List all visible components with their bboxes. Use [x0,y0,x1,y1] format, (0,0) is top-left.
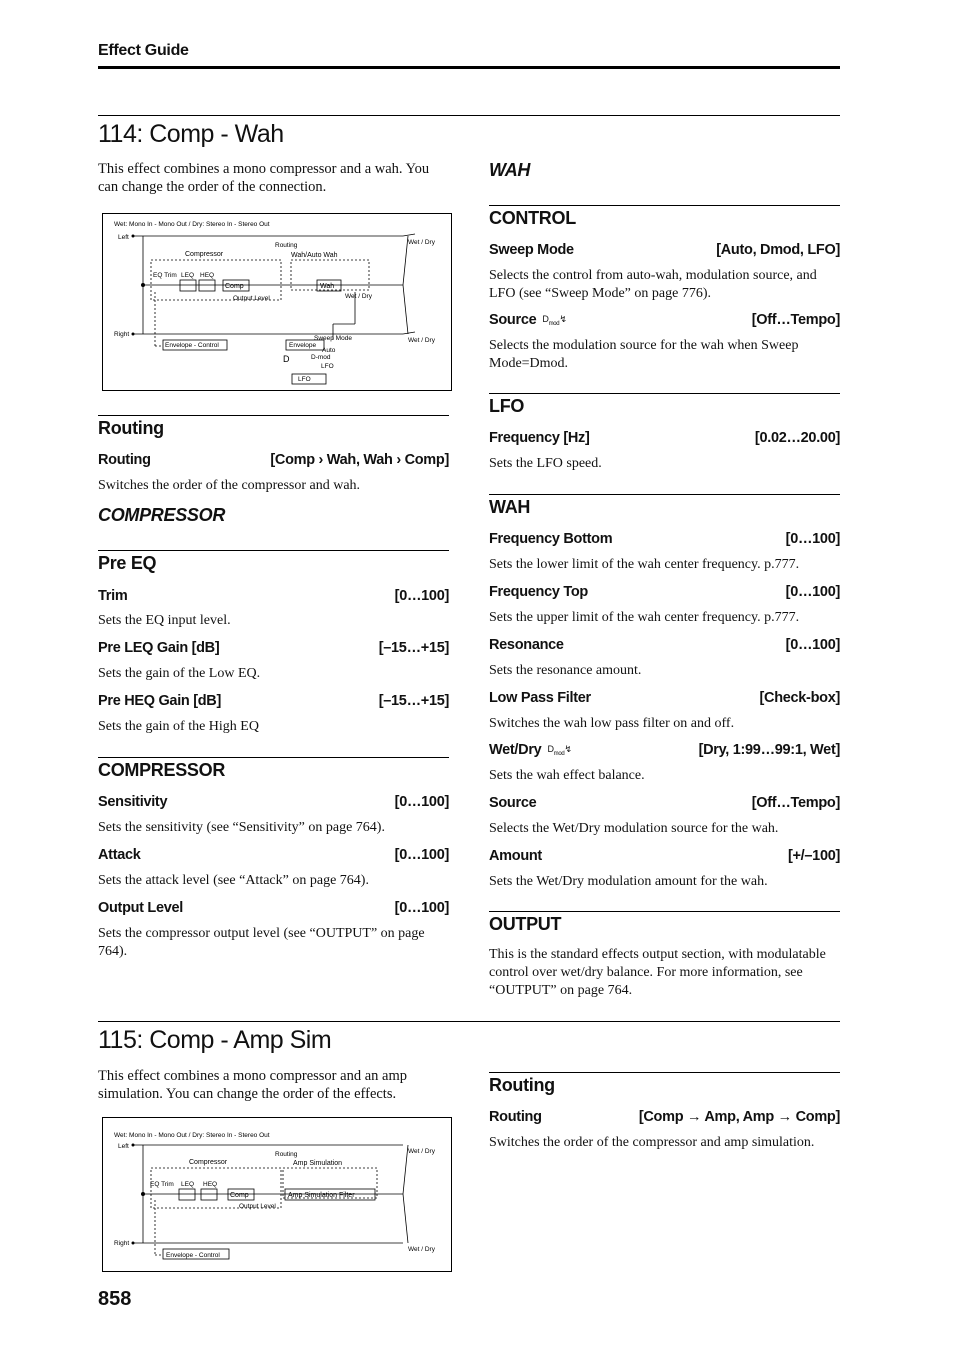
diagram-114-svg [103,214,451,390]
param-range: [–15…+15] [378,693,449,709]
effect-115-title: 115: Comp - Amp Sim [98,1026,332,1054]
compressor-heading: COMPRESSOR [98,760,226,780]
param-name: Wet/Dry [489,742,542,758]
rule-wah [489,494,840,495]
diagram-115-svg [103,1118,451,1271]
param-range: [0…100] [394,847,449,863]
effect-114-title: 114: Comp - Wah [98,120,284,148]
param-name: Attack [98,847,141,863]
param-range: [0…100] [394,794,449,810]
param-row [489,312,840,328]
rule-output [489,911,840,912]
effect-115-diagram [102,1117,452,1272]
output-heading: OUTPUT [489,914,562,934]
param-range: [Dry, 1:99…99:1, Wet] [698,742,840,758]
diagram-sweep-mode: Sweep Mode [314,335,352,342]
routing-115-heading: Routing [489,1075,555,1095]
running-header: Effect Guide [98,42,189,59]
param-row [489,430,840,446]
dmod-icon: $D_{mod}↯$ [542,313,567,327]
param-range: [0…100] [785,531,840,547]
diagram-left-label: Left [118,234,129,241]
control-heading: CONTROL [489,208,576,228]
effect-114-diagram [102,213,452,391]
diagram-top-label: Wet: Mono In - Mono Out / Dry: Stereo In - Stereo Out [114,1132,270,1139]
diagram-envelope: Envelope [289,342,317,349]
param-row [489,584,840,600]
diagram-right-label: Right [114,1240,130,1247]
param-row [489,242,840,258]
diagram-output-level-label: Output Level [233,295,270,302]
diagram-auto: Auto [322,347,336,354]
param-row [98,794,449,810]
diagram-comp-block: Comp [225,283,244,290]
rule-compressor [98,757,449,758]
section-rule [98,115,840,116]
param-row [489,531,840,547]
routing-param-row [98,452,449,468]
diagram-comp-block: Comp [230,1192,249,1199]
param-desc: Sets the sensitivity (see “Sensitivity” on page 764). [98,820,385,835]
diagram-heq-label: HEQ [203,1181,218,1188]
param-desc: Sets the lower limit of the wah center frequency. p.777. [489,557,800,572]
param-desc: Switches the wah low pass filter on and off. [489,716,735,731]
diagram-dmod: D-mod [311,354,331,361]
param-name: Frequency Bottom [489,531,613,547]
param-range: [Check-box] [759,690,840,706]
param-name: Resonance [489,637,564,653]
rule-routing-115 [489,1072,840,1073]
param-row [489,742,840,758]
diagram-amp-filter-block: Amp Simulation Filter [288,1192,355,1199]
param-name: Frequency Top [489,584,588,600]
compressor-italic-heading: COMPRESSOR [98,505,226,525]
param-name: Trim [98,588,128,604]
output-desc: This is the standard effects output section, with modulatable control over wet/dry balance. For more information, see “OUTPUT” on page 764. [489,947,826,998]
param-name: Pre LEQ Gain [dB] [98,640,220,656]
page-number: 858 [98,1288,132,1310]
diagram-compressor-label: Compressor [185,251,224,258]
param-desc: Sets the Wet/Dry modulation amount for the wah. [489,874,768,889]
param-desc: Selects the Wet/Dry modulation source for the wah. [489,821,779,836]
param-desc: Sets the upper limit of the wah center frequency. p.777. [489,610,800,625]
param-desc: Sets the EQ input level. [98,613,231,628]
diagram-wetdry-top: Wet / Dry [408,1148,435,1155]
param-row [489,848,840,864]
param-desc: Selects the modulation source for the wah when Sweep Mode=Dmod. [489,338,799,371]
param-range: [0…100] [785,584,840,600]
param-row [98,693,449,709]
rule-control [489,205,840,206]
diagram-wetdry-bottom: Wet / Dry [408,1246,435,1253]
param-row [98,847,449,863]
routing-115-param-name: Routing [489,1109,542,1125]
wah-heading: WAH [489,497,531,517]
diagram-top-label: Wet: Mono In - Mono Out / Dry: Stereo In - Stereo Out [114,221,270,228]
param-range: [0…100] [394,900,449,916]
diagram-amp-sim-label: Amp Simulation [293,1160,343,1167]
param-range: [0…100] [394,588,449,604]
diagram-wetdry-mid: Wet / Dry [345,293,372,300]
param-name: Low Pass Filter [489,690,591,706]
effect-114-intro: This effect combines a mono compressor and a wah. You can change the order of the connection. [98,161,430,195]
param-range: [+/–100] [787,848,840,864]
param-name: Sensitivity [98,794,168,810]
routing-115-param-range: [Comp → Amp, Amp → Comp] [638,1109,840,1125]
param-name: Source [489,312,537,328]
routing-115-param-row [489,1109,840,1125]
lfo-heading: LFO [489,396,525,416]
param-desc: Selects the control from auto-wah, modulation source, and LFO (see “Sweep Mode” on page 776). [489,268,817,301]
diagram-wah-auto-label: Wah/Auto Wah [291,252,338,259]
routing-param-name: Routing [98,452,151,468]
diagram-envelope-control: Envelope - Control [165,342,219,349]
param-range: [Off…Tempo] [751,312,840,328]
param-range: [Auto, Dmod, LFO] [716,242,840,258]
diagram-leq-label: LEQ [181,272,195,279]
diagram-output-level-label: Output Level [239,1203,276,1210]
pre-eq-heading: Pre EQ [98,553,157,573]
header-rule [98,66,840,69]
param-name: Frequency [Hz] [489,430,590,446]
routing-desc: Switches the order of the compressor and wah. [98,478,361,493]
diagram-eqtrim-label: EQ Trim [150,1181,174,1188]
dmod-icon: D [283,354,290,364]
param-name: Sweep Mode [489,242,574,258]
param-desc: Sets the attack level (see “Attack” on page 764). [98,873,369,888]
param-desc: Sets the resonance amount. [489,663,642,678]
param-name: Pre HEQ Gain [dB] [98,693,222,709]
diagram-routing-label: Routing [275,1151,298,1158]
param-desc: Sets the wah effect balance. [489,768,645,783]
param-name: Amount [489,848,542,864]
param-desc: Sets the compressor output level (see “OUTPUT” on page 764). [98,926,425,959]
param-desc: Sets the gain of the High EQ [98,719,259,734]
diagram-eqtrim-label: EQ Trim [153,272,177,279]
diagram-wetdry-bottom: Wet / Dry [408,337,435,344]
routing-param-range: [Comp › Wah, Wah › Comp] [270,452,449,468]
param-desc: Sets the gain of the Low EQ. [98,666,261,681]
effect-115-intro: This effect combines a mono compressor and an amp simulation. You can change the order of the effects. [98,1068,407,1102]
dmod-icon: $D_{mod}↯$ [547,743,572,757]
param-desc: Sets the LFO speed. [489,456,602,471]
param-name: Source [489,795,537,811]
rule-routing [98,415,449,416]
param-range: [Off…Tempo] [751,795,840,811]
rule-pre-eq [98,550,449,551]
param-row [489,795,840,811]
param-row [489,690,840,706]
diagram-wetdry-top: Wet / Dry [408,239,435,246]
diagram-heq-label: HEQ [200,272,215,279]
diagram-wah-block: Wah [320,283,335,290]
wah-italic-heading: WAH [489,160,531,180]
diagram-left-label: Left [118,1143,129,1150]
param-row [98,640,449,656]
routing-115-desc: Switches the order of the compressor and amp simulation. [489,1135,815,1150]
diagram-lfo-small: LFO [321,363,334,370]
param-range: [0…100] [785,637,840,653]
routing-heading: Routing [98,418,164,438]
param-range: [0.02…20.00] [754,430,840,446]
param-row [98,900,449,916]
diagram-compressor-label: Compressor [189,1159,228,1166]
section-rule [98,1021,840,1022]
param-row [98,588,449,604]
diagram-routing-label: Routing [275,242,298,249]
diagram-envelope-control: Envelope - Control [166,1252,220,1259]
diagram-leq-label: LEQ [181,1181,195,1188]
rule-lfo [489,393,840,394]
param-name: Output Level [98,900,184,916]
diagram-lfo-box: LFO [298,376,311,383]
param-range: [–15…+15] [378,640,449,656]
diagram-right-label: Right [114,331,130,338]
param-row [489,637,840,653]
